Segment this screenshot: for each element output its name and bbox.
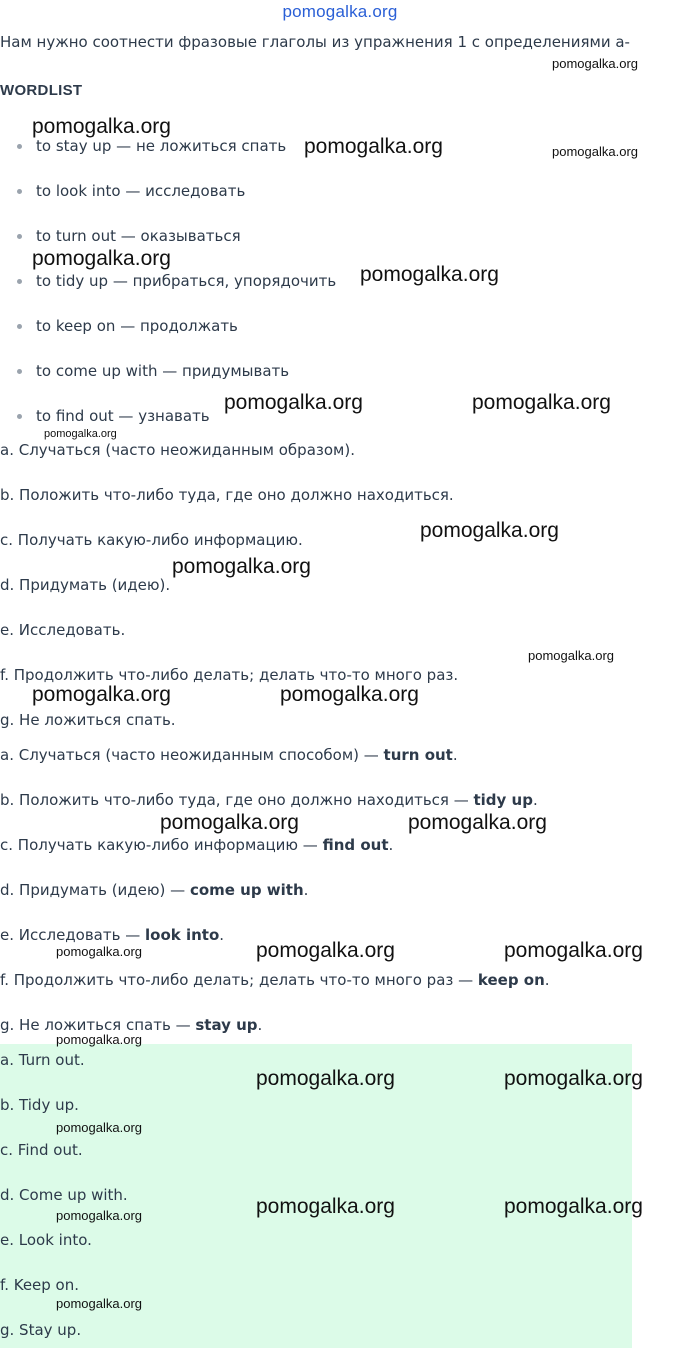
wordlist-title: WORDLIST <box>0 82 83 99</box>
watermark: pomogalka.org <box>256 1067 395 1090</box>
final-answer-item: d. Come up with. <box>0 1186 128 1204</box>
answer-text: b. Положить что-либо туда, где оно должно находиться — <box>0 791 474 809</box>
watermark: pomogalka.org <box>420 519 559 542</box>
answer-text: e. Исследовать — <box>0 926 145 944</box>
watermark: pomogalka.org <box>504 939 643 962</box>
phrase: to look into <box>36 182 121 200</box>
site-logo[interactable]: pomogalka.org <box>282 2 398 21</box>
watermark: pomogalka.org <box>360 263 499 286</box>
list-item: to find out — узнавать <box>0 402 640 447</box>
list-item: to come up with — придумывать <box>0 357 640 402</box>
list-item: to look into — исследовать <box>0 177 640 222</box>
bullet-icon <box>17 414 22 419</box>
watermark: pomogalka.org <box>56 1032 142 1047</box>
answer-verb: look into <box>145 926 220 944</box>
answer-text: a. Случаться (часто неожиданным способом) — <box>0 746 384 764</box>
definition-item: c. Получать какую-либо информацию. <box>0 531 303 549</box>
watermark: pomogalka.org <box>172 555 311 578</box>
final-answer-item: a. Turn out. <box>0 1051 85 1069</box>
watermark: pomogalka.org <box>256 939 395 962</box>
definition-item: d. Придумать (идею). <box>0 576 171 594</box>
final-answers-list <box>0 1046 640 1361</box>
phrase: to tidy up <box>36 272 109 290</box>
answer-text: d. Придумать (идею) — <box>0 881 190 899</box>
answer-item: e. Исследовать — look into. <box>0 926 225 944</box>
meaning: узнавать <box>138 407 210 425</box>
list-item: to keep on — продолжать <box>0 312 640 357</box>
watermark: pomogalka.org <box>552 144 638 159</box>
final-answer-item: g. Stay up. <box>0 1321 82 1339</box>
final-answer-item: b. Tidy up. <box>0 1096 79 1114</box>
watermark: pomogalka.org <box>504 1195 643 1218</box>
watermark: pomogalka.org <box>56 1296 142 1311</box>
watermark: pomogalka.org <box>304 135 443 158</box>
definition-item: f. Продолжить что-либо делать; делать что-то много раз. <box>0 666 459 684</box>
answer-text: f. Продолжить что-либо делать; делать что-то много раз — <box>0 971 478 989</box>
watermark: pomogalka.org <box>224 391 363 414</box>
answer-item: f. Продолжить что-либо делать; делать что-то много раз — keep on. <box>0 971 550 989</box>
answers-list <box>0 741 640 1056</box>
answer-item: d. Придумать (идею) — come up with. <box>0 881 309 899</box>
bullet-icon <box>17 279 22 284</box>
answer-verb: turn out <box>383 746 453 764</box>
watermark: pomogalka.org <box>32 247 171 270</box>
final-answer-item: e. Look into. <box>0 1231 92 1249</box>
phrase: to stay up <box>36 137 112 155</box>
bullet-icon <box>17 189 22 194</box>
meaning: оказываться <box>140 227 241 245</box>
phrase: to come up with <box>36 362 158 380</box>
watermark: pomogalka.org <box>472 391 611 414</box>
watermark: pomogalka.org <box>256 1195 395 1218</box>
meaning: придумывать <box>182 362 290 380</box>
answer-verb: stay up <box>195 1016 258 1034</box>
watermark: pomogalka.org <box>56 944 142 959</box>
list-item: to turn out — оказываться <box>0 222 640 267</box>
meaning: прибраться, упорядочить <box>132 272 337 290</box>
final-answer-item: c. Find out. <box>0 1141 83 1159</box>
bullet-icon <box>17 369 22 374</box>
watermark: pomogalka.org <box>56 1208 142 1223</box>
phrase: to keep on <box>36 317 116 335</box>
wordlist <box>0 132 640 447</box>
watermark: pomogalka.org <box>160 811 299 834</box>
watermark: pomogalka.org <box>504 1067 643 1090</box>
definition-item: a. Случаться (часто неожиданным образом). <box>0 441 355 459</box>
list-item: to tidy up — прибраться, упорядочить <box>0 267 640 312</box>
answer-verb: come up with <box>189 881 304 899</box>
answer-verb: keep on <box>477 971 545 989</box>
watermark: pomogalka.org <box>32 683 171 706</box>
meaning: продолжать <box>139 317 238 335</box>
bullet-icon <box>17 144 22 149</box>
watermark: pomogalka.org <box>528 648 614 663</box>
answer-text: c. Получать какую-либо информацию — <box>0 836 323 854</box>
meaning: исследовать <box>145 182 246 200</box>
phrase: to find out <box>36 407 114 425</box>
definitions-list <box>0 436 640 751</box>
definition-item: g. Не ложиться спать. <box>0 711 176 729</box>
answer-item: b. Положить что-либо туда, где оно должно находиться — tidy up. <box>0 791 538 809</box>
final-answer-item: f. Keep on. <box>0 1276 80 1294</box>
watermark: pomogalka.org <box>552 56 638 71</box>
watermark: pomogalka.org <box>32 115 171 138</box>
intro-text: Нам нужно соотнести фразовые глаголы из упражнения 1 с определениями a- <box>0 33 630 51</box>
answer-text: g. Не ложиться спать — <box>0 1016 196 1034</box>
list-item: to stay up — не ложиться спать <box>0 132 640 177</box>
bullet-icon <box>17 324 22 329</box>
definition-item: e. Исследовать. <box>0 621 126 639</box>
bullet-icon <box>17 234 22 239</box>
answer-item: g. Не ложиться спать — stay up. <box>0 1016 263 1034</box>
meaning: не ложиться спать <box>135 137 287 155</box>
answer-verb: find out <box>322 836 389 854</box>
definition-item: b. Положить что-либо туда, где оно должно находиться. <box>0 486 454 504</box>
answer-item: a. Случаться (часто неожиданным способом) — turn out. <box>0 746 458 764</box>
watermark: pomogalka.org <box>44 428 117 440</box>
answer-item: c. Получать какую-либо информацию — find out. <box>0 836 394 854</box>
phrase: to turn out <box>36 227 116 245</box>
watermark: pomogalka.org <box>280 683 419 706</box>
watermark: pomogalka.org <box>56 1120 142 1135</box>
answer-verb: tidy up <box>473 791 533 809</box>
watermark: pomogalka.org <box>408 811 547 834</box>
